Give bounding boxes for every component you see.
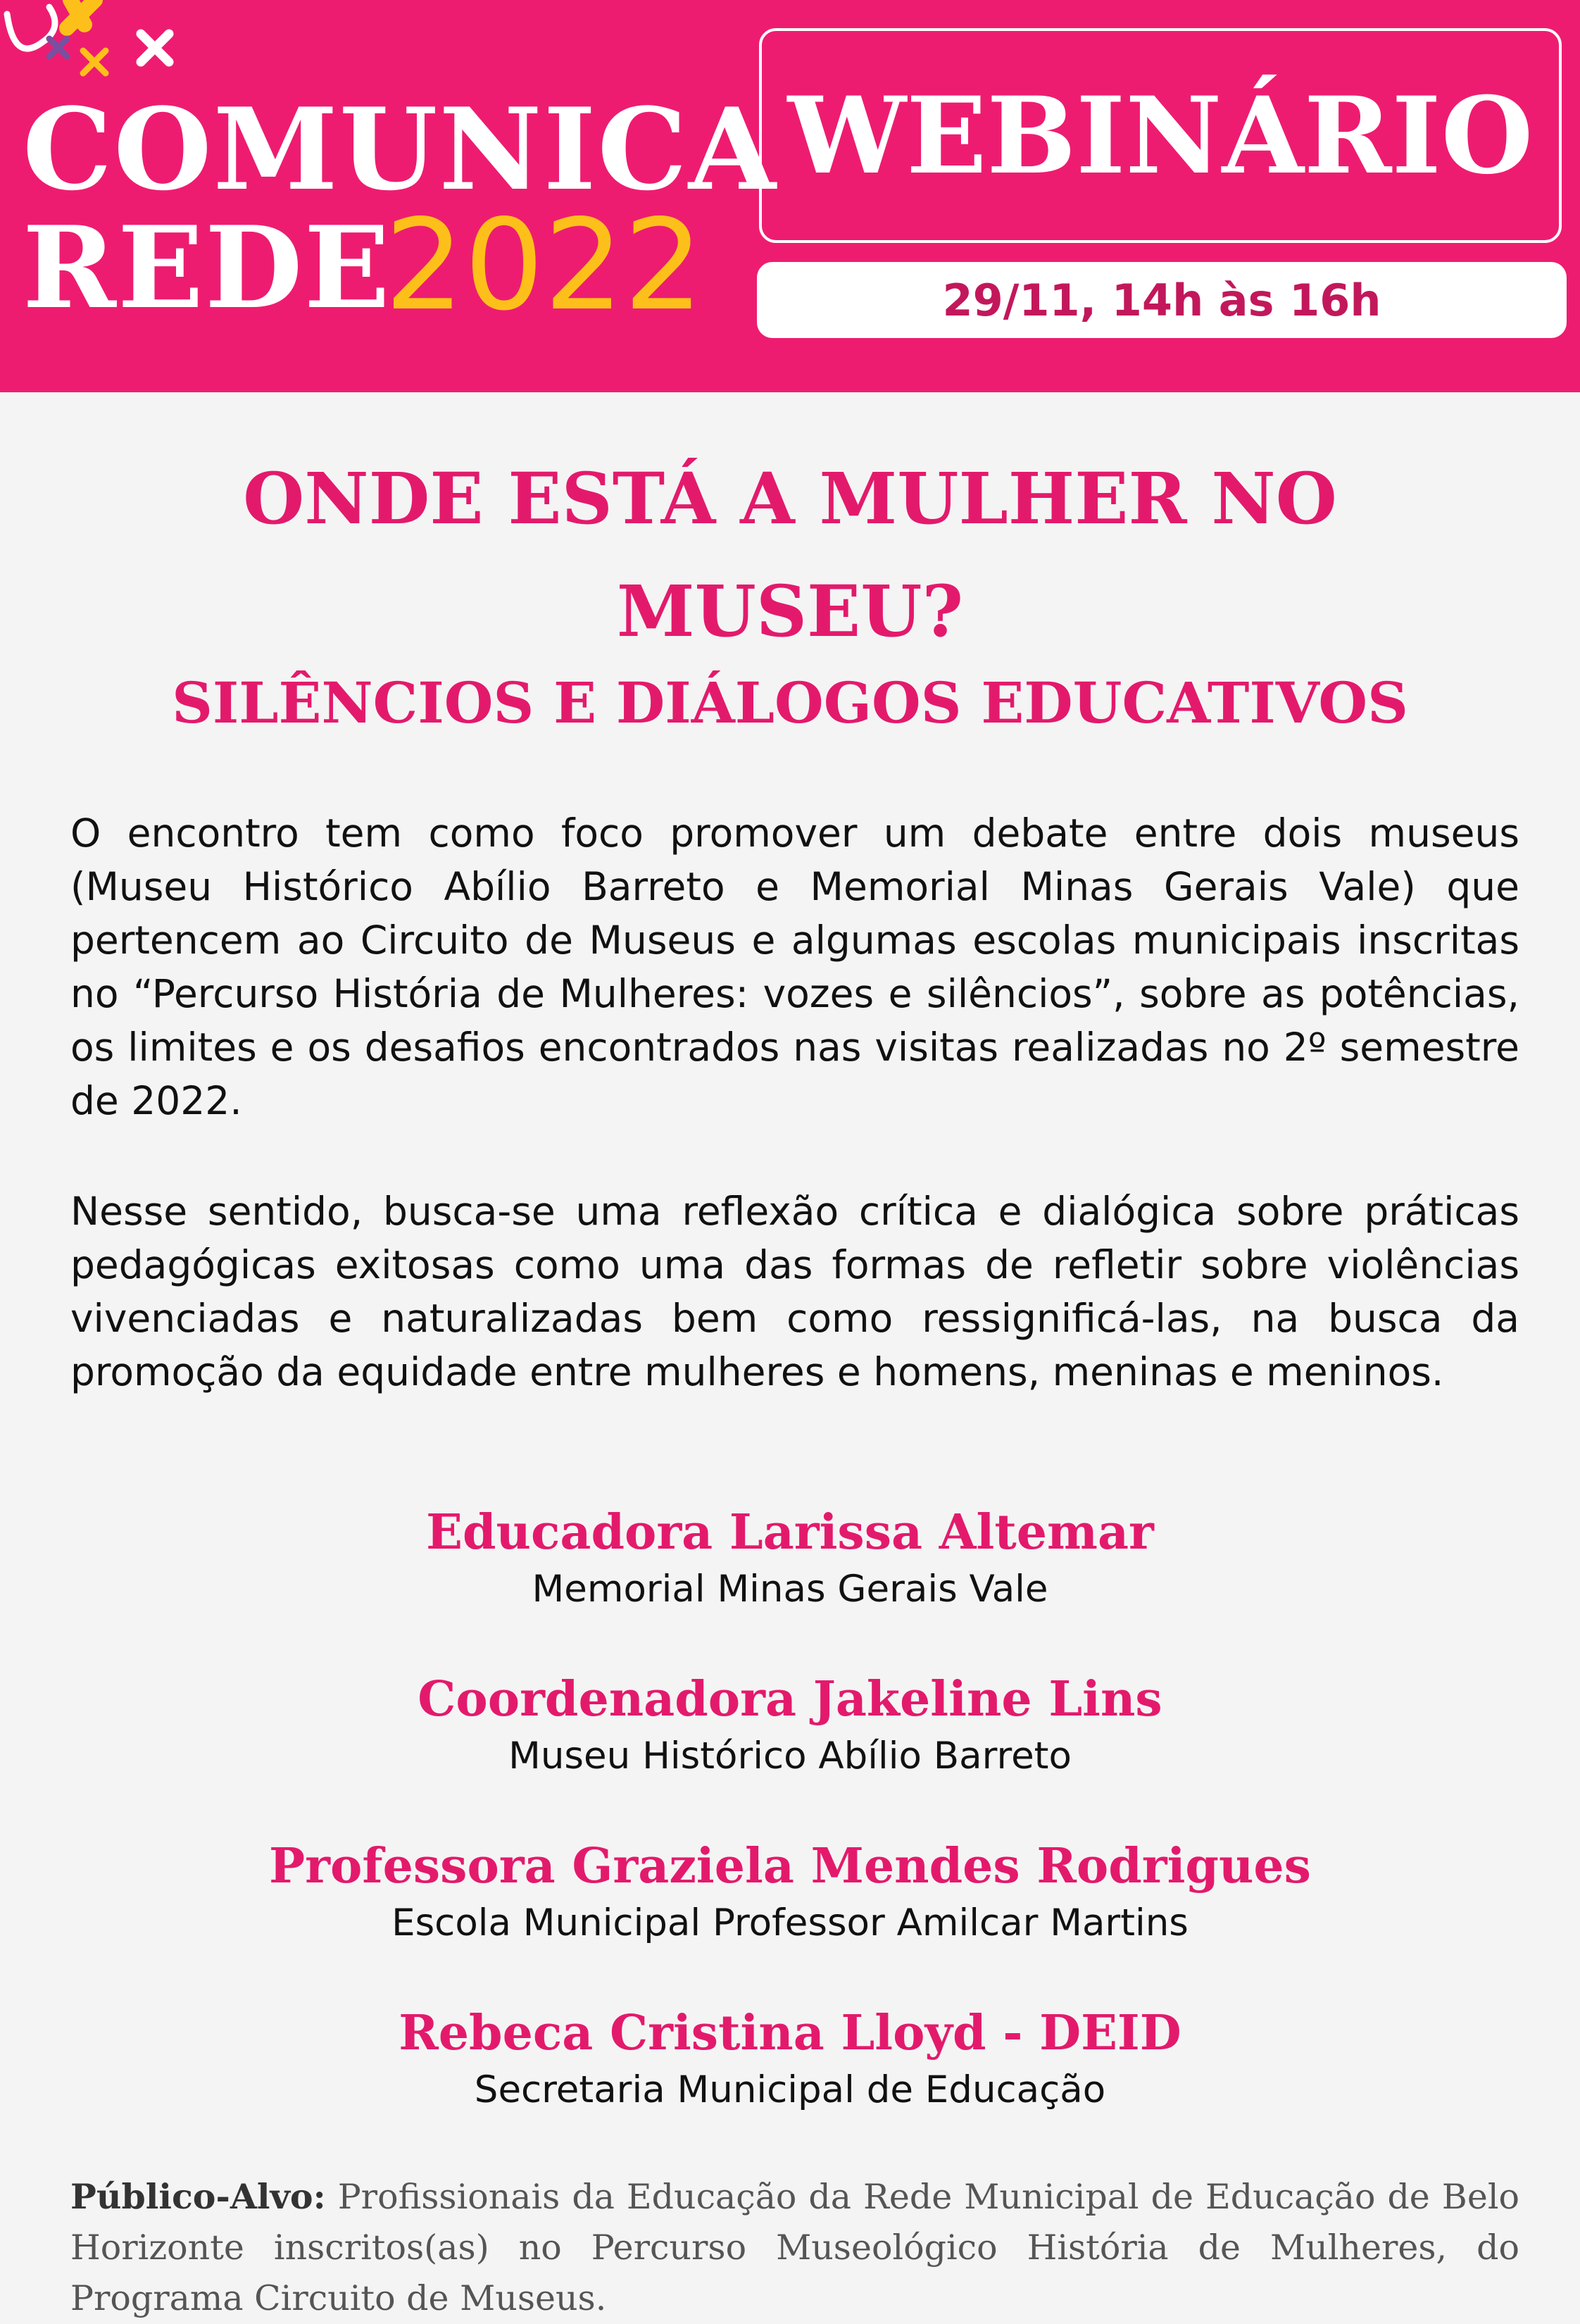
speaker-name: Coordenadora Jakeline Lins [418,1671,1162,1728]
main-title-line2: MUSEU? [616,570,964,653]
brand-name-line1: COMUNICA [23,83,777,215]
speaker-name: Educadora Larissa Altemar [426,1504,1154,1561]
event-type-box [759,28,1562,243]
event-date-pill [757,262,1567,338]
brand-name-line2: REDE [23,201,391,334]
target-audience [70,2171,1519,2324]
event-datetime: 29/11, 14h às 16h [942,274,1381,326]
description-paragraph-1: O encontro tem como foco promover um debate entre dois museus (Museu Histórico Abílio Barreto e Memorial Minas Gerais Vale) que pertencem ao Circuito de Museus e algumas escolas municipais inscritas no “Percurso História de Mulheres: vozes e silêncios”, sobre as potências, os limites e os desafios encontrados nas visitas realizadas no 2º semestre de 2022. [70,811,1519,1123]
brand-year: 2022 [384,192,703,338]
speaker-org: Escola Municipal Professor Amilcar Martins [391,1901,1189,1944]
speaker-org: Secretaria Municipal de Educação [474,2068,1106,2111]
header-banner [0,0,1580,392]
speaker-name: Professora Graziela Mendes Rodrigues [269,1838,1311,1894]
speaker-name: Rebeca Cristina Lloyd - DEID [399,2005,1181,2061]
main-subtitle: SILÊNCIOS E DIÁLOGOS EDUCATIVOS [172,670,1408,736]
event-type-title: WEBINÁRIO [787,73,1534,198]
target-audience-text: Profissionais da Educação da Rede Municipal de Educação de Belo Horizonte inscritos(as) no Percurso Museológico História de Mulheres, do Programa Circuito de Museus. [70,2177,1519,2318]
speaker-org: Memorial Minas Gerais Vale [532,1568,1048,1611]
description-paragraph-2: Nesse sentido, busca-se uma reflexão crítica e dialógica sobre práticas pedagógicas exitosas como uma das formas de refletir sobre violências vivenciadas e naturalizadas bem como ressignificá-las, na busca da promoção da equidade entre mulheres e homens, meninas e meninos. [70,1189,1519,1394]
speaker-org: Museu Histórico Abílio Barreto [508,1735,1072,1778]
target-audience-label: Público-Alvo: [70,2176,326,2217]
main-title-line1: ONDE ESTÁ A MULHER NO [243,457,1337,540]
